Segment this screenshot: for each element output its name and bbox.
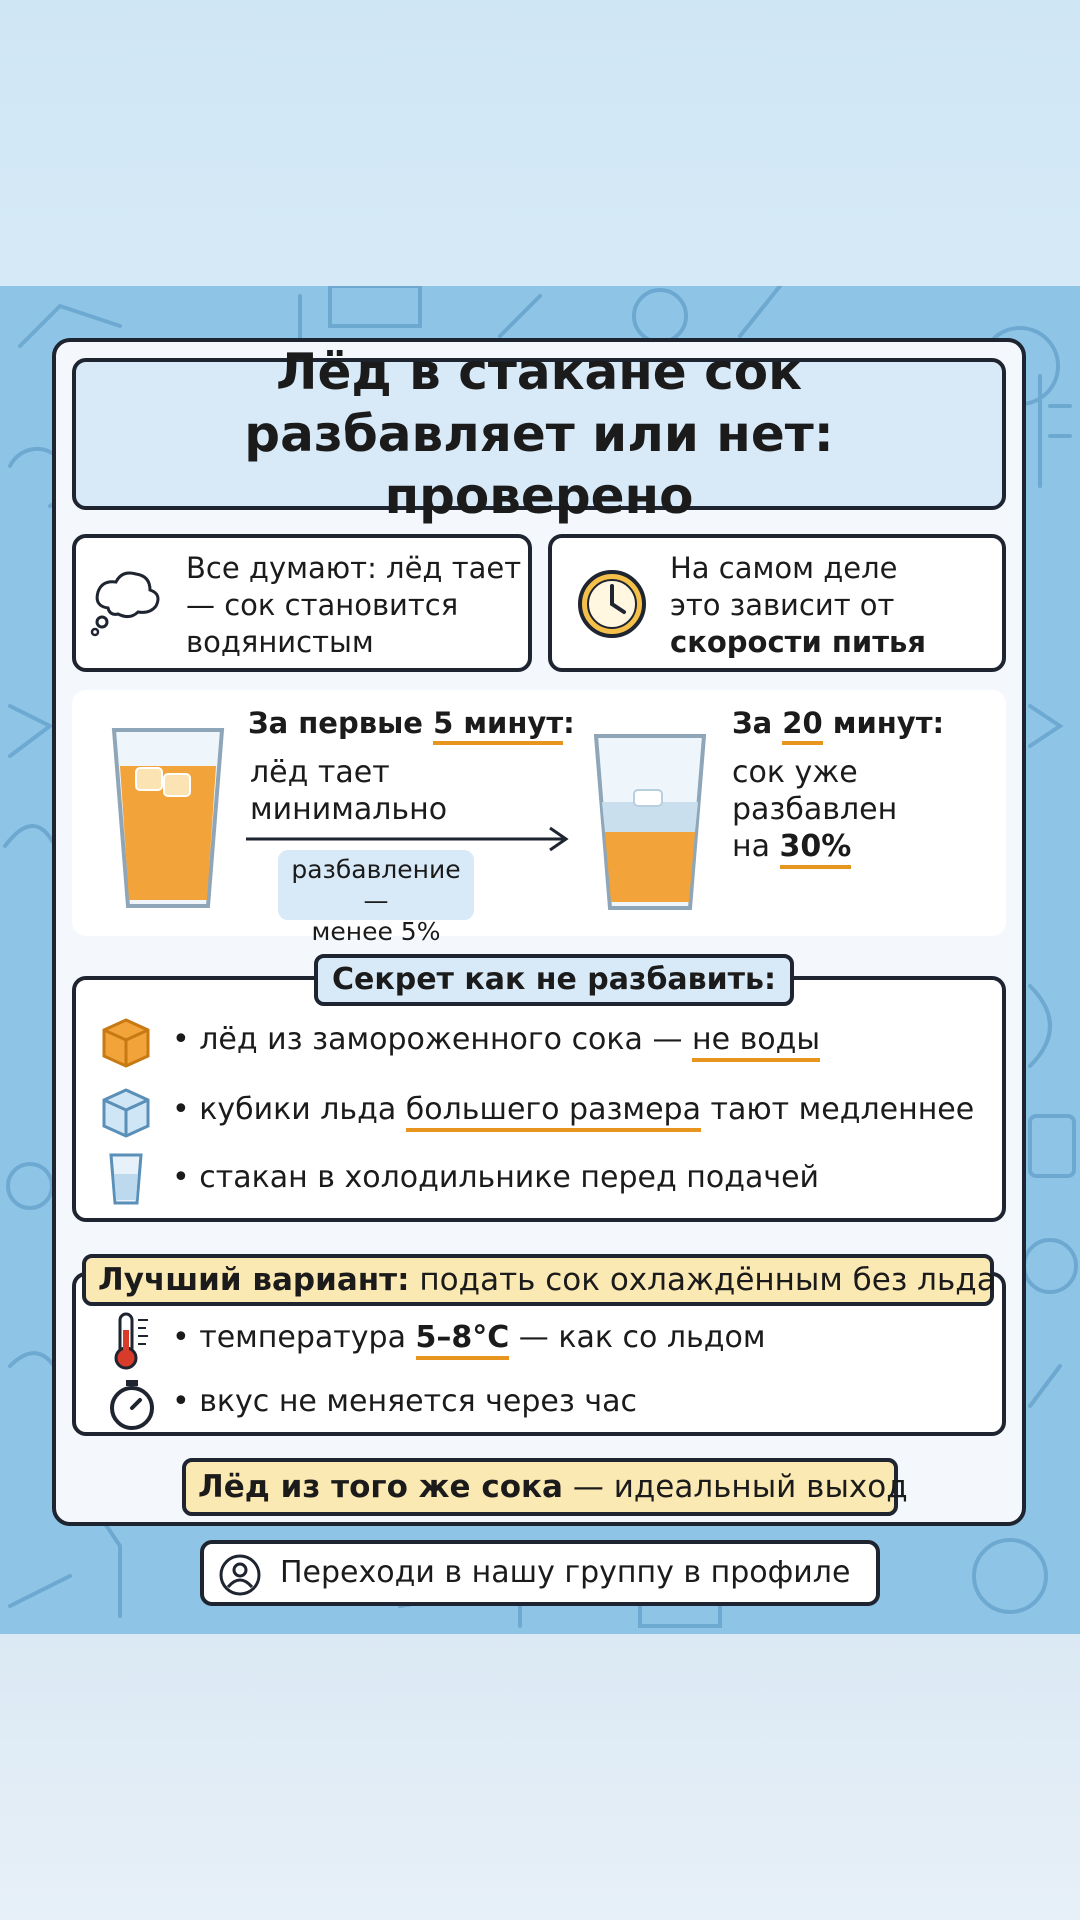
clock-icon [576, 568, 648, 640]
best-item-1: • температура 5–8°C — как со льдом [172, 1320, 765, 1355]
fact-box [548, 534, 1006, 672]
secret-item-3: • стакан в холодильнике перед подачей [172, 1160, 820, 1195]
myth-box [72, 534, 532, 672]
myth-line-2: — сок становится [186, 588, 459, 622]
first-heading: За первые 5 минут: [248, 706, 575, 740]
dilution-pill: разбавление — менее 5% [278, 850, 474, 920]
fact-line-2: это зависит от [670, 588, 895, 622]
secret-title: Секрет как не разбавить: [314, 954, 794, 1006]
group-link-label: Переходи в нашу группу в профиле [280, 1555, 851, 1590]
page-title: Лёд в стакане сок разбавляет или нет: проверено [72, 358, 1006, 510]
stopwatch-icon [108, 1378, 156, 1432]
bottom-area [0, 1634, 1080, 1920]
best-title: Лучший вариант: подать сок охлаждённым без льда [82, 1254, 994, 1306]
juice-ice-cube-icon [98, 1014, 154, 1070]
fact-line-1: На самом деле [670, 551, 898, 585]
second-description: сок уже разбавлен на 30% [732, 754, 897, 865]
conclusion-banner: Лёд из того же сока — идеальный выход [182, 1458, 898, 1516]
secret-item-1: • лёд из замороженного сока — не воды [172, 1022, 820, 1057]
arrow-right-icon [246, 826, 576, 852]
ice-cube-icon [98, 1084, 154, 1140]
second-heading: За 20 минут: [732, 706, 944, 740]
fact-line-3: скорости питья [670, 625, 927, 659]
best-item-2: • вкус не меняется через час [172, 1384, 637, 1419]
group-link-button[interactable] [200, 1540, 880, 1606]
juice-glass-full-icon [108, 726, 228, 912]
user-icon [218, 1553, 262, 1597]
glass-icon [108, 1152, 144, 1206]
thought-cloud-icon [90, 570, 162, 638]
thermometer-icon [112, 1312, 156, 1370]
myth-line-3: водянистым [186, 625, 374, 659]
first-description: лёд тает минимально [250, 755, 448, 827]
juice-glass-diluted-icon [592, 732, 708, 912]
secret-item-2: • кубики льда большего размера тают медленнее [172, 1092, 974, 1127]
myth-line-1: Все думают: лёд тает [186, 551, 522, 585]
